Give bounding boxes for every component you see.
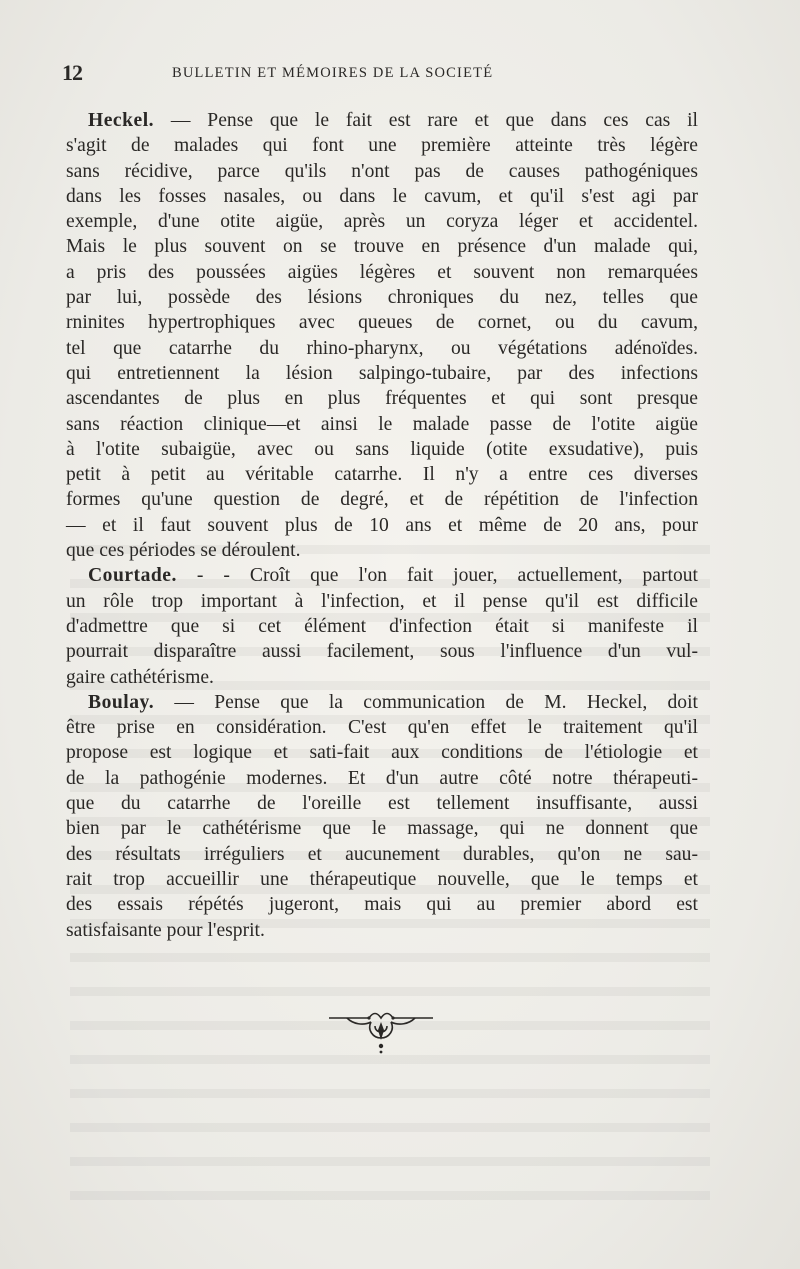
text-line: formes qu'une question de degré, et de répétition de l'infection (66, 489, 698, 511)
text-line: que du catarrhe de l'oreille est tellement insuffisante, aussi (66, 793, 698, 815)
text-line: que ces périodes se déroulent. (66, 540, 301, 562)
fleuron-tailpiece-icon (325, 1008, 437, 1058)
body-text (66, 108, 698, 943)
paragraph-boulay (66, 690, 698, 943)
text-line: — et il faut souvent plus de 10 ans et même de 20 ans, pour (66, 514, 698, 536)
text-line: bien par le cathétérisme que le massage, qui ne donnent que (66, 818, 698, 840)
paragraph-courtade (66, 563, 698, 689)
text-line: d'admettre que si cet élément d'infection était si manifeste il (66, 615, 698, 637)
page-header (62, 60, 702, 88)
text-line: rninites hypertrophiques avec queues de cornet, ou du cavum, (66, 312, 698, 334)
page-number: 12 (62, 60, 82, 85)
speaker-name: Courtade. (88, 565, 177, 587)
text-line: un rôle trop important à l'infection, et il pense qu'il est difficile (66, 590, 698, 612)
text-line: de la pathogénie modernes. Et d'un autre côté notre thérapeuti- (66, 767, 698, 789)
text-line (66, 563, 698, 588)
text-line (66, 108, 698, 133)
text-line: à l'otite subaigüe, avec ou sans liquide (otite exsudative), puis (66, 438, 698, 460)
text-line: dans les fosses nasales, ou dans le cavum, et qu'il s'est agi par (66, 185, 698, 207)
line-text: - - Croît que l'on fait jouer, actuellement, partout (176, 565, 698, 587)
text-line: des résultats irréguliers et aucunement durables, qu'on ne sau- (66, 843, 698, 865)
line-text: — Pense que le fait est rare et que dans ces cas il (154, 110, 698, 131)
line-text: — Pense que la communication de M. Heckel, doit (154, 691, 698, 713)
text-line: exemple, d'une otite aigüe, après un coryza léger et accidentel. (66, 211, 698, 233)
text-line: satisfaisante pour l'esprit. (66, 919, 265, 941)
text-line: qui entretiennent la lésion salpingo-tubaire, par des infections (66, 362, 698, 384)
paragraph-heckel (66, 108, 698, 563)
text-line: gaire cathétérisme. (66, 666, 214, 688)
text-line: ascendantes de plus en plus fréquentes et qui sont presque (66, 388, 698, 410)
text-line: être prise en considération. C'est qu'en effet le traitement qu'il (66, 717, 698, 739)
text-line: sans récidive, parce qu'ils n'ont pas de causes pathogéniques (66, 160, 698, 182)
text-line: par lui, possède des lésions chroniques du nez, telles que (66, 287, 698, 309)
running-head: BULLETIN ET MÉMOIRES DE LA SOCIETÉ (172, 65, 494, 81)
speaker-name: Boulay. (88, 691, 155, 713)
text-line: s'agit de malades qui font une première atteinte très légère (66, 135, 698, 157)
text-line: pourrait disparaître aussi facilement, sous l'influence d'un vul- (66, 641, 698, 663)
text-line: Mais le plus souvent on se trouve en présence d'un malade qui, (66, 236, 698, 258)
text-line: propose est logique et sati-fait aux conditions de l'étiologie et (66, 742, 698, 764)
text-line: rait trop accueillir une thérapeutique nouvelle, que le temps et (66, 868, 698, 890)
text-line: petit à petit au véritable catarrhe. Il n'y a entre ces diverses (66, 464, 698, 486)
text-line: tel que catarrhe du rhino-pharynx, ou végétations adénoïdes. (66, 337, 698, 359)
text-line: sans réaction clinique—et ainsi le malade passe de l'otite aigüe (66, 413, 698, 435)
text-line: des essais répétés jugeront, mais qui au premier abord est (66, 894, 698, 916)
text-line: a pris des poussées aigües légères et souvent non remarquées (66, 261, 698, 283)
text-line (66, 690, 698, 715)
speaker-name: Heckel. (88, 110, 155, 131)
